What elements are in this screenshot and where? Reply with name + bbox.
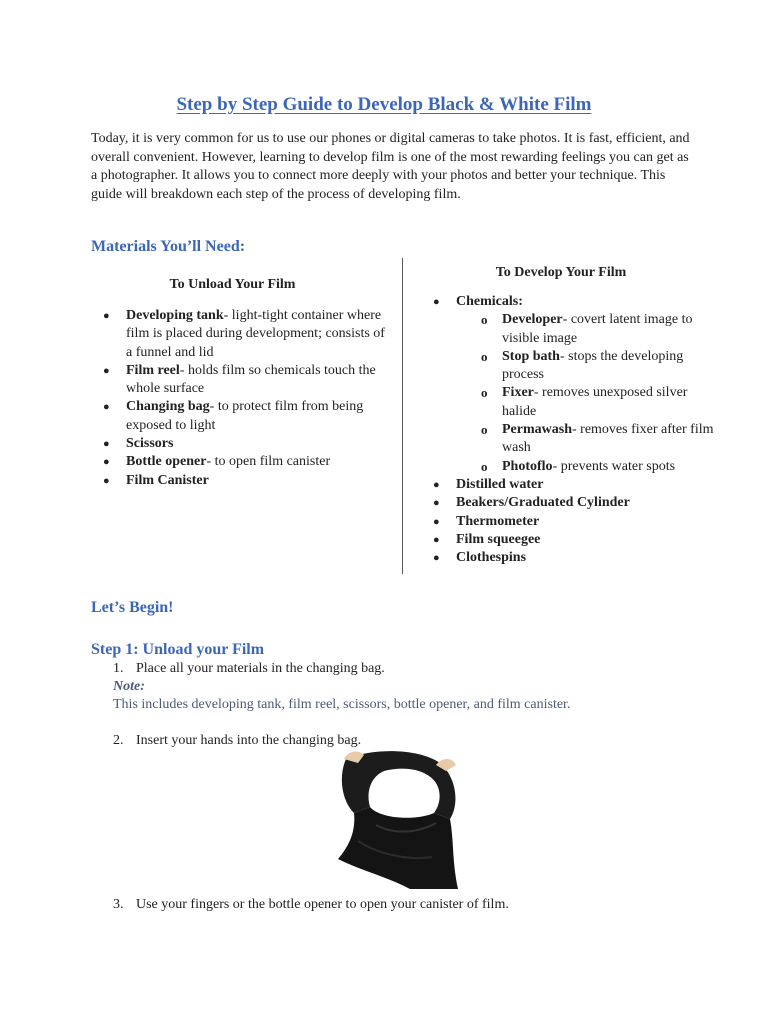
- circle-bullet-icon: o: [481, 312, 488, 328]
- column-divider: [402, 258, 403, 574]
- bullet-icon: ●: [433, 552, 440, 565]
- bullet-icon: ●: [103, 474, 110, 487]
- list-item: ● Chemicals: o Developer- covert latent image to visible image o Stop bath- stops the developing process o Fixer- removes unexposed silver halide o Permawash- removes fixer after film wash o Photoflo- prevents water spots: [421, 293, 721, 476]
- list-item: ● Distilled water: [421, 476, 721, 494]
- bullet-icon: ●: [433, 296, 440, 308]
- circle-bullet-icon: o: [481, 385, 488, 401]
- sublist-item: o Stop bath- stops the developing process: [481, 348, 684, 383]
- sublist-item: o Photoflo- prevents water spots: [456, 458, 721, 476]
- step-text: Use your fingers or the bottle opener to open your canister of film.: [136, 897, 509, 912]
- bullet-icon: ●: [103, 456, 110, 469]
- step-item: [113, 661, 385, 677]
- circle-bullet-icon: o: [481, 422, 488, 438]
- step-number: 3.: [113, 897, 124, 912]
- list-item: ● Clothespins: [421, 549, 721, 567]
- bullet-icon: ●: [103, 438, 110, 451]
- step-number: 1.: [113, 661, 124, 676]
- step-item: [113, 897, 509, 913]
- changing-bag-image: [336, 749, 464, 891]
- list-item: ● Film Canister: [91, 472, 391, 490]
- unload-materials-list: [91, 307, 391, 490]
- develop-column-heading: To Develop Your Film: [495, 265, 627, 280]
- list-item: ● Film reel- holds film so chemicals touch the whole surface: [103, 362, 376, 397]
- note-text: This includes developing tank, film reel, scissors, bottle opener, and film canister.: [113, 697, 571, 712]
- bullet-icon: ●: [433, 515, 440, 528]
- list-item: ● Bottle opener- to open film canister: [91, 453, 391, 471]
- bullet-icon: ●: [433, 478, 440, 491]
- sublist-item: o Developer- covert latent image to visible image: [481, 312, 693, 346]
- chemicals-sublist: [456, 311, 721, 476]
- list-item: ● Beakers/Graduated Cylinder: [421, 494, 721, 512]
- step-text: Place all your materials in the changing bag.: [136, 661, 385, 676]
- bullet-icon: ●: [103, 364, 110, 377]
- document-title: Step by Step Guide to Develop Black & White Film: [176, 94, 592, 115]
- step-item: [113, 733, 362, 749]
- circle-bullet-icon: o: [481, 458, 488, 474]
- lets-begin-heading: Let’s Begin!: [91, 599, 174, 616]
- list-item: ● Developing tank- light-tight container where film is placed during development; consists of a funnel and lid: [103, 308, 385, 360]
- list-item: ● Thermometer: [421, 513, 721, 531]
- note-label: Note:: [113, 679, 145, 694]
- bullet-icon: ●: [103, 310, 110, 322]
- unload-column-heading: To Unload Your Film: [169, 277, 296, 292]
- intro-paragraph: Today, it is very common for us to use our phones or digital cameras to take photos. It is fast, efficient, and overall convenient. However, learning to develop film is one of the most rewarding feelings you can get as a photographer. It allows you to connect more deeply with your photos and better your technique. This guide will breakdown each step of the process of developing film.: [91, 131, 690, 202]
- step-number: 2.: [113, 733, 124, 748]
- list-item: ● Film squeegee: [421, 531, 721, 549]
- bullet-icon: ●: [433, 497, 440, 510]
- circle-bullet-icon: o: [481, 348, 488, 364]
- develop-materials-list: [421, 293, 721, 567]
- list-item: ● Changing bag- to protect film from being exposed to light: [103, 399, 364, 433]
- step-text: Insert your hands into the changing bag.: [136, 733, 362, 748]
- sublist-item: o Permawash- removes fixer after film wash: [481, 422, 714, 456]
- bullet-icon: ●: [433, 533, 440, 546]
- list-item: ● Scissors: [91, 435, 391, 453]
- step-1-heading: Step 1: Unload your Film: [91, 641, 265, 658]
- bullet-icon: ●: [103, 401, 110, 414]
- materials-heading: Materials You’ll Need:: [91, 238, 246, 255]
- sublist-item: o Fixer- removes unexposed silver halide: [481, 385, 688, 419]
